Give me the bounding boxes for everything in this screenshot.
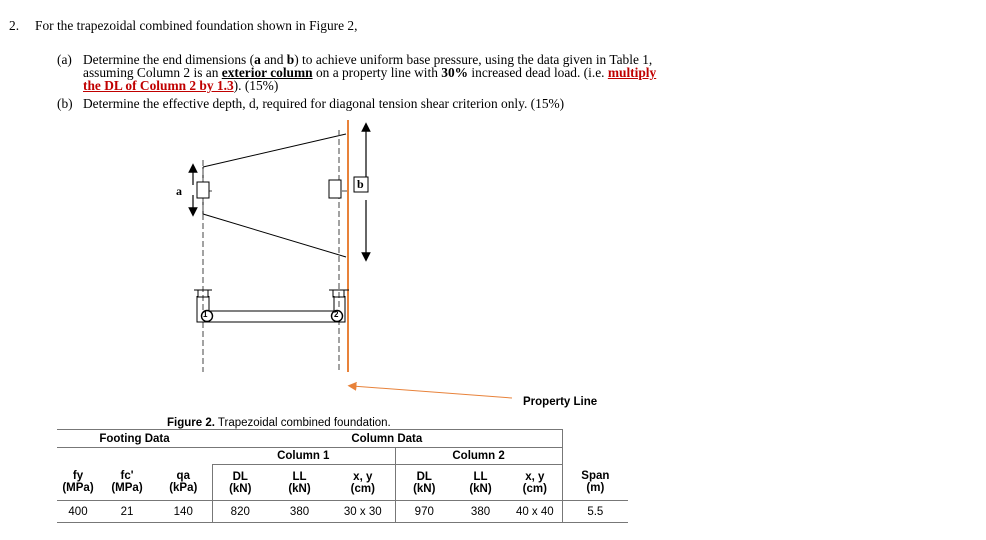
header-qa: qa (kPa) (169, 470, 198, 495)
column-2-plan (329, 180, 341, 198)
part-a-line2: assuming Column 2 is an exterior column on a property line with 30% increased dead load. (i.e. multiply (83, 65, 657, 80)
trapezoid-footing (203, 134, 346, 257)
value-span: 5.5 (562, 501, 628, 523)
column-2-number: 2 (334, 310, 339, 319)
part-a-line3: the DL of Column 2 by 1.3). (15%) (83, 78, 279, 93)
header-col2-xy: x, y (cm) (508, 465, 562, 501)
column-2-title: Column 2 (395, 448, 562, 465)
column-1-plan (197, 182, 209, 198)
header-col2-dl: DL (kN) (413, 470, 436, 495)
header-col1-ll: LL (kN) (288, 470, 311, 495)
value-col1-xy: 30 x 30 (331, 501, 395, 523)
header-col1-dl: DL (kN) (212, 465, 268, 501)
value-qa: 140 (155, 501, 212, 523)
elevation-view (194, 290, 349, 322)
column-1-number: 1 (203, 310, 208, 319)
header-fc: fc' (MPa) (111, 470, 143, 495)
value-fy: 400 (57, 501, 99, 523)
part-a-label: (a) (57, 52, 72, 67)
value-col1-ll: 380 (268, 501, 331, 523)
question-number: 2. (9, 18, 20, 33)
header-fy: fy (MPa) (62, 470, 94, 495)
value-fc: 21 (99, 501, 155, 523)
property-line-label: Property Line (523, 396, 598, 408)
property-line-pointer (352, 386, 512, 398)
group-footing-data: Footing Data (57, 430, 212, 448)
figure-caption: Figure 2. Trapezoidal combined foundation. (167, 417, 391, 429)
table-row (57, 501, 628, 523)
value-col1-dl: 820 (212, 501, 268, 523)
column-1-title: Column 1 (212, 448, 395, 465)
header-span: Span (m) (581, 470, 610, 495)
value-col2-dl: 970 (395, 501, 453, 523)
value-col2-ll: 380 (453, 501, 508, 523)
table-header-row (57, 465, 628, 501)
part-a-line1: Determine the end dimensions (a and b) to achieve uniform base pressure, using the data given in Table 1, (83, 52, 653, 67)
header-col1-xy: x, y (cm) (331, 465, 395, 501)
part-b-label: (b) (57, 96, 73, 111)
header-col2-ll: LL (kN) (469, 470, 492, 495)
group-column-data: Column Data (212, 430, 562, 448)
part-b-text: Determine the effective depth, d, required for diagonal tension shear criterion only. (15%) (83, 96, 565, 111)
value-col2-xy: 40 x 40 (508, 501, 562, 523)
dimension-a-label: a (176, 184, 182, 198)
dimension-b-label: b (357, 177, 364, 191)
question-intro: For the trapezoidal combined foundation shown in Figure 2, (35, 18, 358, 33)
data-table (57, 429, 628, 523)
